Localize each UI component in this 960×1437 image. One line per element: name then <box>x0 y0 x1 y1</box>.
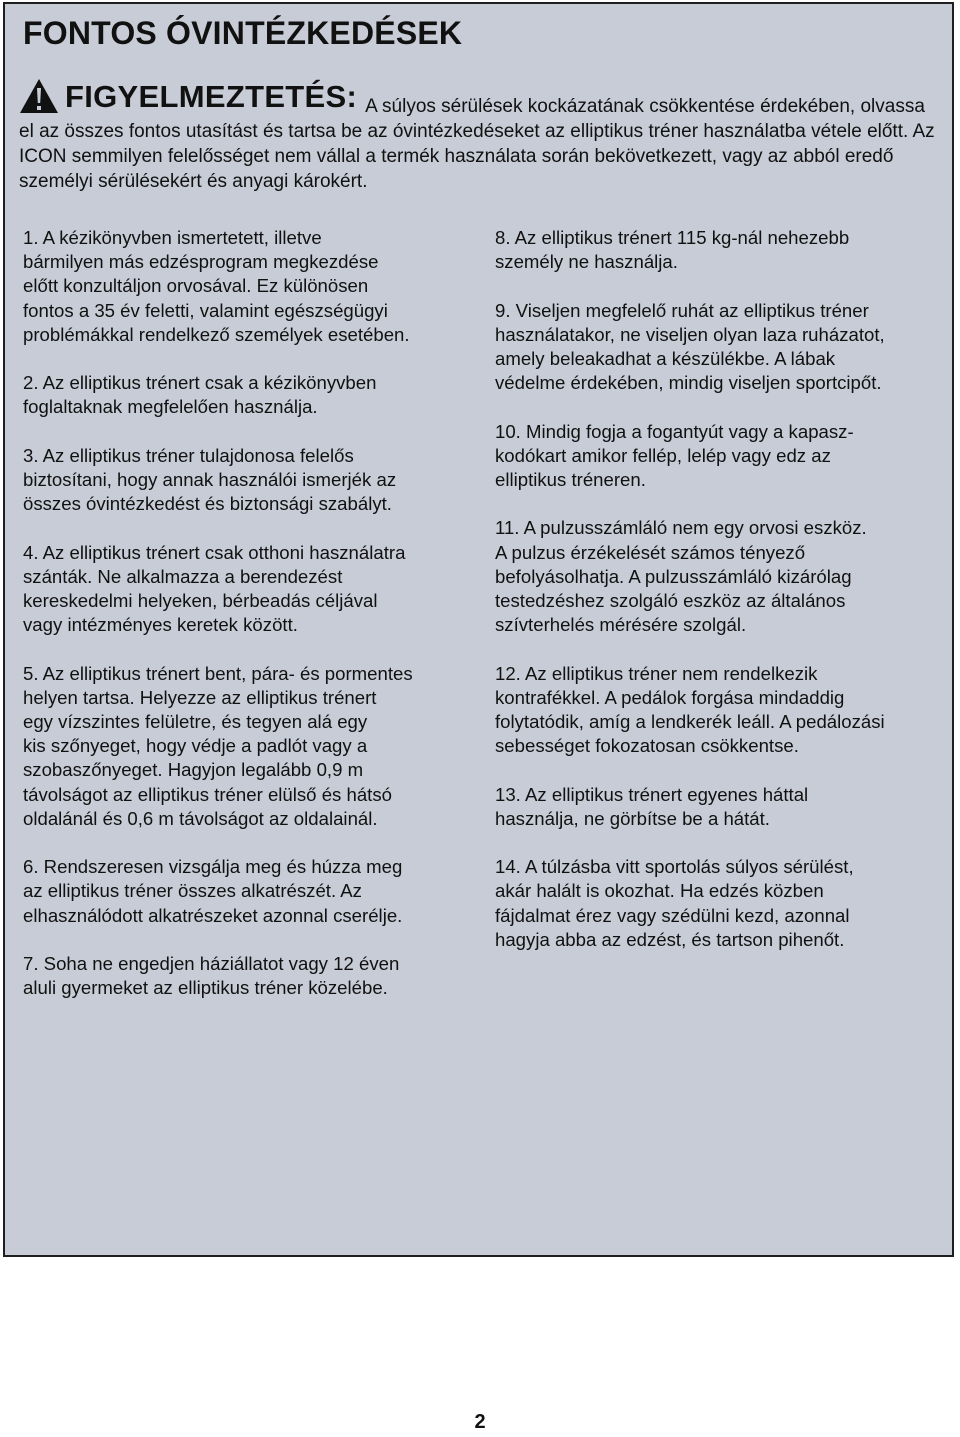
list-item: 9. Viseljen megfelelő ruhát az elliptikus tréner használatakor, ne viseljen olyan laza ruházatot, amely beleakadhat a készülékbe. A lábak védelme érdekében, mindig viseljen sportcipőt. <box>495 299 885 394</box>
list-item: 11. A pulzusszámláló nem egy orvosi eszköz. A pulzus érzékelését számos tényező befolyásolhatja. A pulzusszámláló kizárólag testedzéshez szolgáló eszköz az általános szívterhelés mérésére szolgál. <box>495 517 867 636</box>
warning-paragraph <box>19 76 944 194</box>
list-item: 12. Az elliptikus tréner nem rendelkezik kontrafékkel. A pedálok forgása mindaddig folytatódik, amíg a lendkerék leáll. A pedálozási sebességet fokozatosan csökkentse. <box>495 662 885 757</box>
list-item: 8. Az elliptikus trénert 115 kg-nál nehezebb személy ne használja. <box>495 227 850 273</box>
safety-panel <box>3 2 954 1257</box>
warning-text: A súlyos sérülések kockázatának csökkentése érdekében, olvassa el az összes fontos utasítást és tartsa be az óvintézkedéseket az elliptikus tréner használatba vétele előtt. Az ICON semmilyen felelősséget nem vállal a termék használata során bekövetkezett, vagy az abból eredő személyi sérülésekért és anyagi károkért. <box>19 96 935 192</box>
list-item: 3. Az elliptikus tréner tulajdonosa felelős biztosítani, hogy annak használói ismerjék az összes óvintézkedést és biztonsági szabályt. <box>23 444 397 515</box>
list-item: 1. A kézikönyvben ismertetett, illetve bármilyen más edzésprogram megkezdése előtt konzultáljon orvosával. Ez különösen fontos a 35 év feletti, valamint egészségügyi problémákkal rendelkező személyek esetében. <box>23 227 410 345</box>
list-item: 7. Soha ne engedjen háziállatot vagy 12 éven aluli gyermeket az elliptikus tréner közelébe. <box>23 953 400 999</box>
warning-label: FIGYELMEZTETÉS: <box>65 79 358 114</box>
warning-triangle-icon <box>19 78 59 114</box>
list-item: 6. Rendszeresen vizsgálja meg és húzza meg az elliptikus tréner összes alkatrészét. Az elhasználódott alkatrészeket azonnal cserélje. <box>23 856 403 926</box>
warning-heading <box>19 76 365 112</box>
left-column <box>23 226 483 1025</box>
right-column <box>495 226 950 976</box>
list-item: 4. Az elliptikus trénert csak otthoni használatra szánták. Ne alkalmazza a berendezést kereskedelmi helyeken, bérbeadás céljával vagy intézményes keretek között. <box>23 541 406 636</box>
page-number: 2 <box>474 1411 486 1433</box>
list-item: 10. Mindig fogja a fogantyút vagy a kapasz- kodókart amikor fellép, lelép vagy edz az elliptikus tréneren. <box>495 420 854 490</box>
list-item: 5. Az elliptikus trénert bent, pára- és pormentes helyen tartsa. Helyezze az elliptikus trénert egy vízszintes felületre, és tegyen alá egy kis szőnyeget, hogy védje a padlót vagy a szobaszőnyeget. Hagyjon legalább 0,9 m távolságot az elliptikus tréner elülső és hátsó oldalánál és 0,6 m távolságot az oldalainál. <box>23 662 413 829</box>
list-item: 13. Az elliptikus trénert egyenes háttal használja, ne görbítse be a hátát. <box>495 783 809 829</box>
list-item: 2. Az elliptikus trénert csak a kézikönyvben foglaltaknak megfelelően használja. <box>23 372 377 418</box>
page-title: FONTOS ÓVINTÉZKEDÉSEK <box>23 15 463 51</box>
list-item: 14. A túlzásba vitt sportolás súlyos sérülést, akár halált is okozhat. Ha edzés közben fájdalmat érez vagy szédülni kezd, azonnal hagyja abba az edzést, és tartson pihenőt. <box>495 856 854 950</box>
